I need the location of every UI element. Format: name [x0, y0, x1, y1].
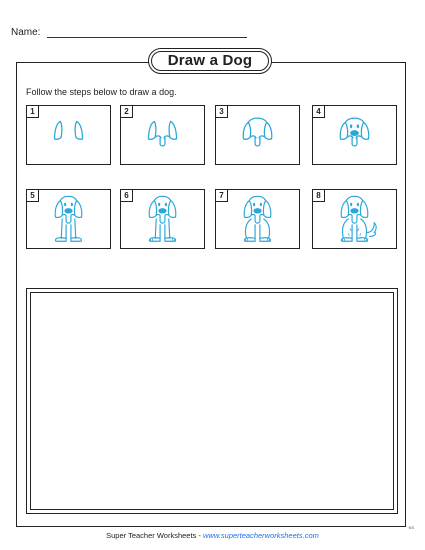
step-number: 2 — [121, 106, 133, 118]
corner-mark: KS — [408, 525, 414, 530]
step-number: 6 — [121, 190, 133, 202]
page-title: Draw a Dog — [167, 52, 253, 69]
dog-step-6-icon — [121, 190, 204, 248]
step-number: 3 — [216, 106, 228, 118]
step-number: 8 — [313, 190, 325, 202]
step-number: 7 — [216, 190, 228, 202]
step-number: 4 — [313, 106, 325, 118]
step-box-1 — [26, 105, 111, 165]
step-box-6 — [120, 189, 205, 249]
step-number: 1 — [27, 106, 39, 118]
footer — [0, 531, 425, 540]
instructions-text: Follow the steps below to draw a dog. — [26, 87, 177, 97]
step-box-2 — [120, 105, 205, 165]
name-field[interactable] — [47, 37, 247, 38]
step-box-8 — [312, 189, 397, 249]
dog-step-7-icon — [216, 190, 299, 248]
dog-step-2-icon — [121, 106, 204, 164]
dog-step-5-icon — [27, 190, 110, 248]
footer-url-link[interactable]: www.superteacherworksheets.com — [202, 531, 319, 540]
step-number: 5 — [27, 190, 39, 202]
drawing-area[interactable] — [26, 288, 398, 514]
dog-step-4-icon — [313, 106, 396, 164]
title-banner — [148, 48, 272, 74]
drawing-area-inner-border — [30, 292, 394, 510]
name-label: Name: — [11, 27, 41, 38]
step-box-5 — [26, 189, 111, 249]
step-box-4 — [312, 105, 397, 165]
dog-step-3-icon — [216, 106, 299, 164]
dog-step-8-icon — [313, 190, 396, 248]
dog-step-1-icon — [27, 106, 110, 164]
step-box-7 — [215, 189, 300, 249]
footer-site-name: Super Teacher Worksheets - — [106, 531, 203, 540]
step-box-3 — [215, 105, 300, 165]
